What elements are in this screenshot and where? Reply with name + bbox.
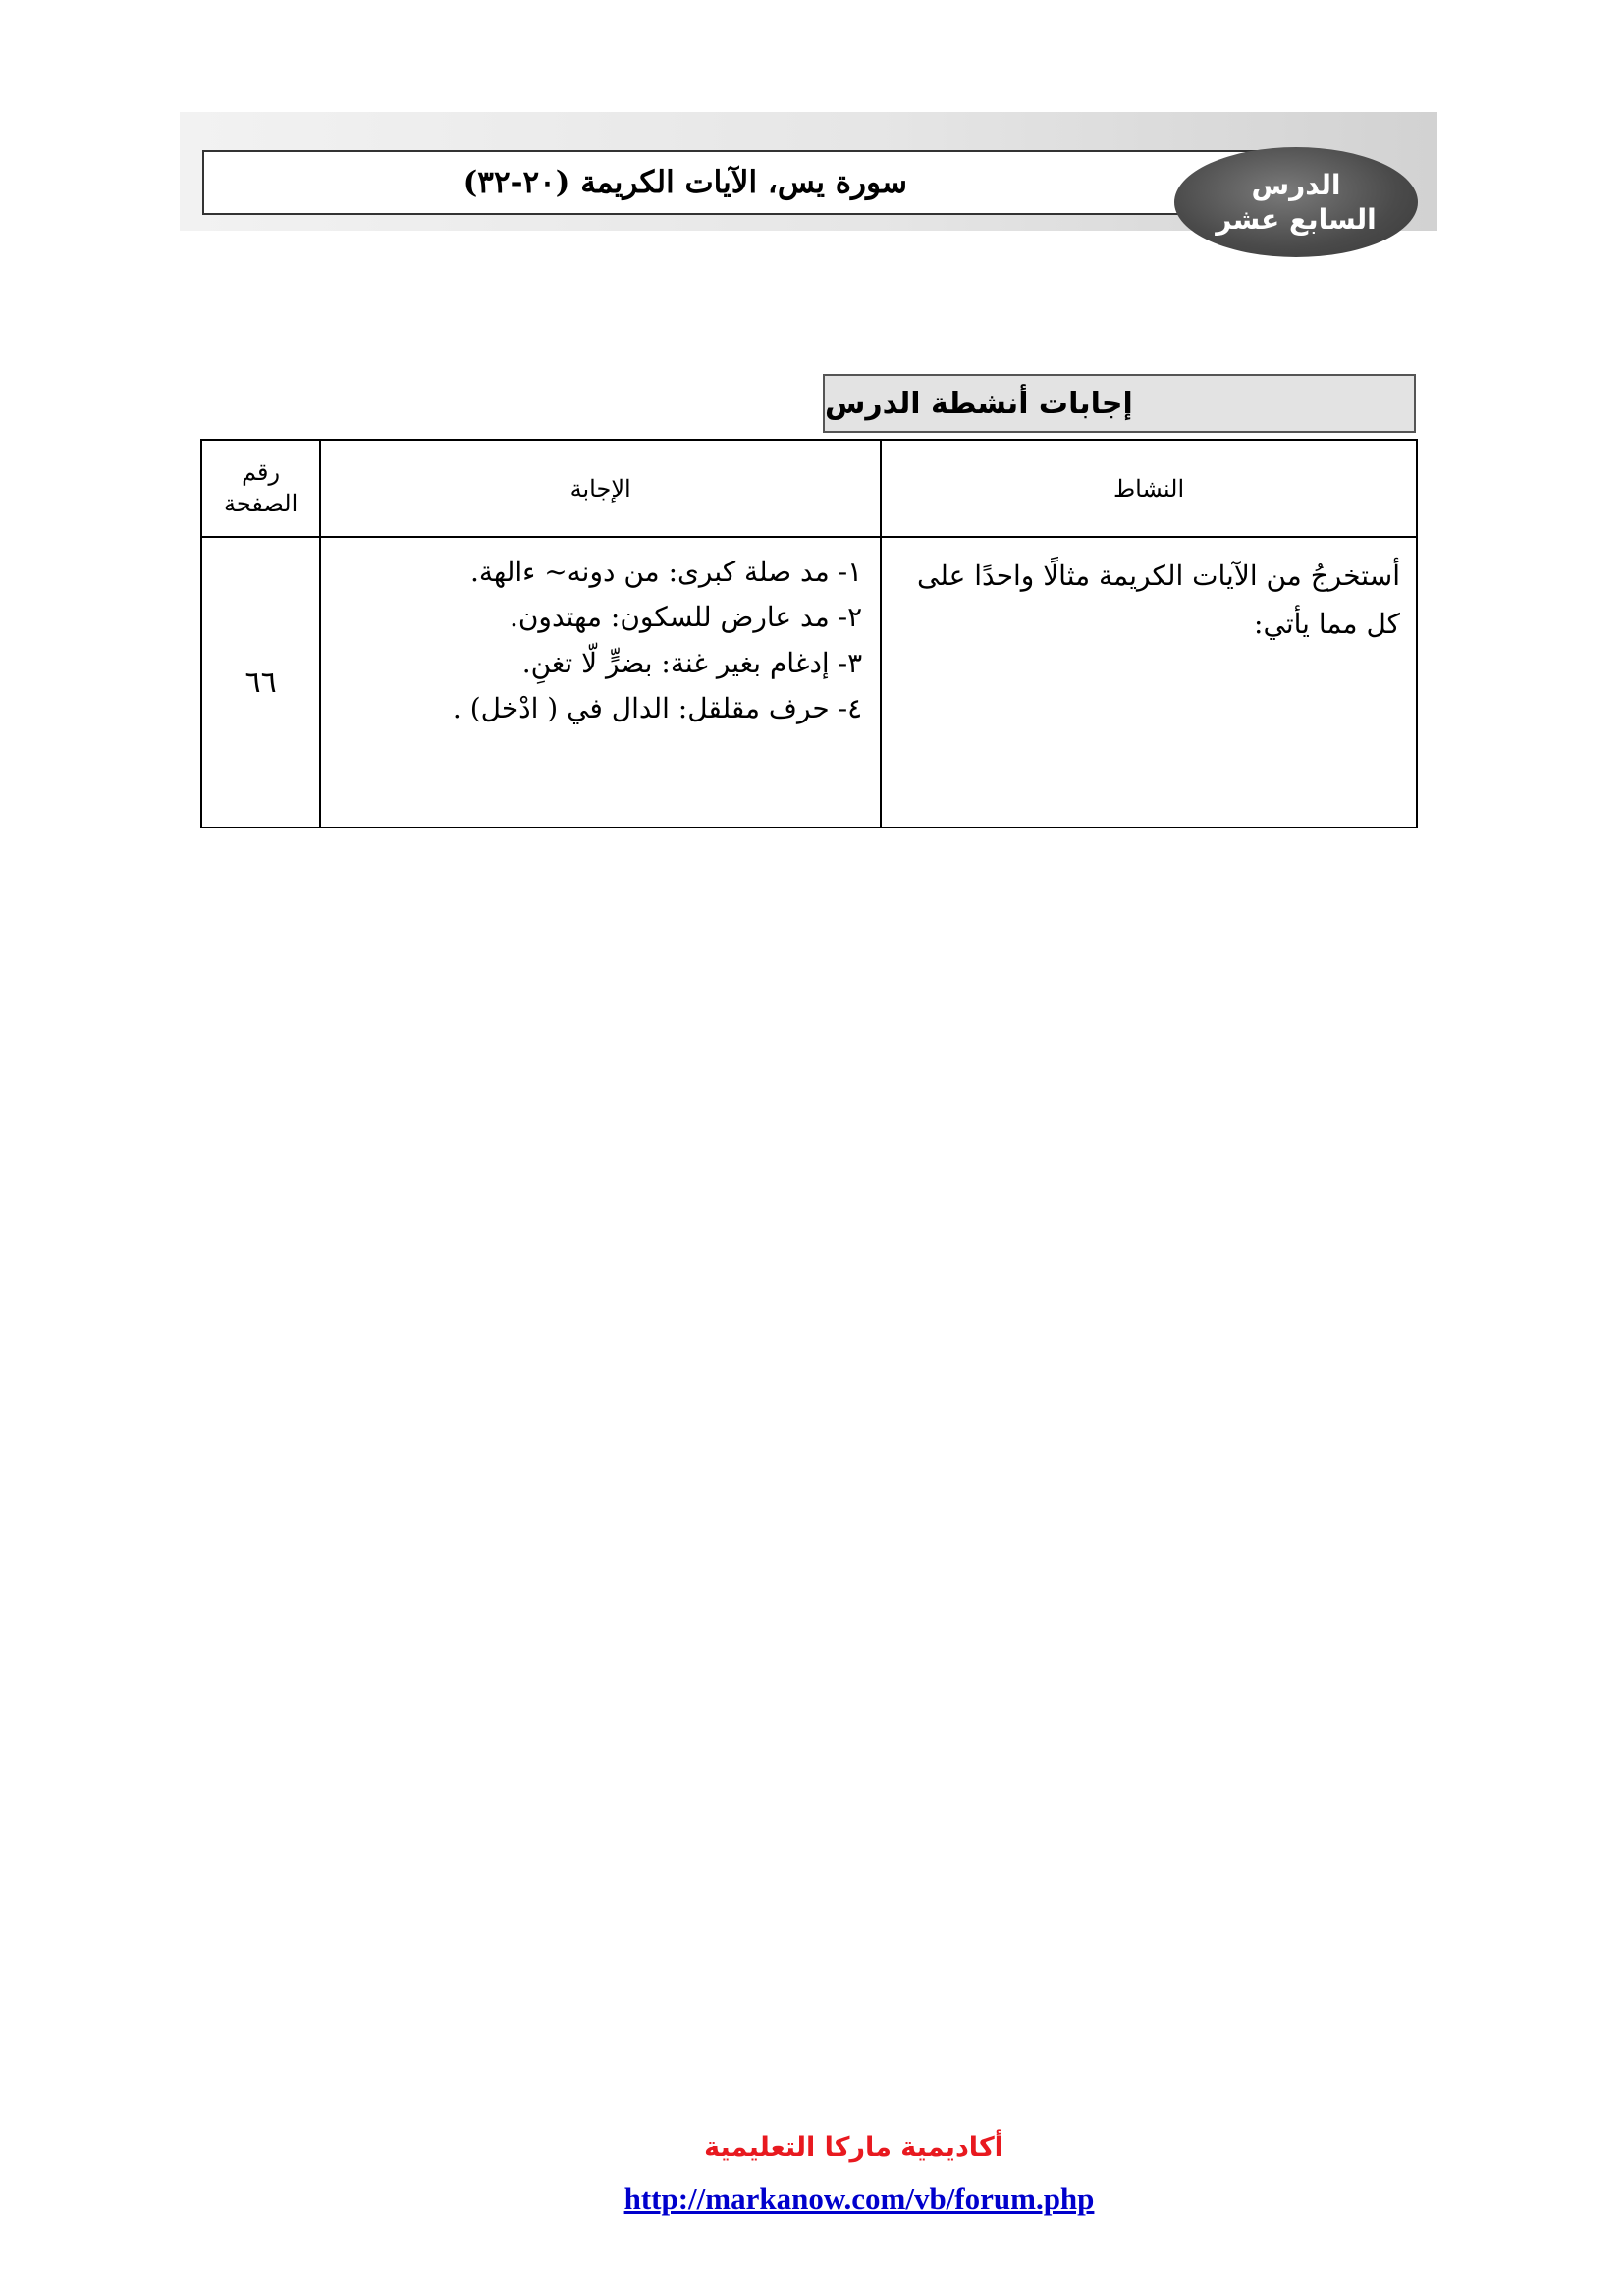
answer-line-1: ١- مد صلة كبرى: من دونه~ ءالهة. — [470, 556, 863, 588]
section-header — [823, 374, 1416, 433]
table-row — [201, 537, 1417, 828]
header-answer: الإجابة — [320, 440, 881, 537]
lesson-title: سورة يس، الآيات الكريمة (٢٠-٣٢) — [462, 165, 907, 200]
lesson-badge — [1174, 147, 1418, 257]
answer-line-2: ٢- مد عارض للسكون: مهتدون. — [509, 601, 863, 634]
header-page-line1: رقم — [242, 458, 281, 487]
activity-cell: أستخرجُ من الآيات الكريمة مثالًا واحدًا على كل مما يأتي: — [881, 537, 1417, 828]
footer-link[interactable]: http://markanow.com/vb/forum.php — [623, 2181, 1095, 2216]
activities-table — [200, 439, 1418, 828]
header-activity: النشاط — [881, 440, 1417, 537]
footer-organization: أكاديمية ماركا التعليمية — [704, 2132, 1003, 2163]
answer-cell — [320, 537, 881, 828]
header-page-number — [201, 440, 320, 537]
answer-line-3: ٣- إدغام بغير غنة: بضرٍّ لّا تغنِ. — [521, 646, 863, 679]
answer-line-4: ٤- حرف مقلقل: الدال في ( ادْخل) . — [452, 692, 863, 725]
section-title: إجابات أنشطة الدرس — [825, 386, 1133, 421]
table-header-row — [201, 440, 1417, 537]
lesson-badge-line1: الدرس — [1251, 169, 1341, 201]
lesson-title-box — [202, 150, 1282, 215]
header-page-line2: الصفحة — [223, 489, 298, 517]
page-number-cell: ٦٦ — [201, 537, 320, 828]
lesson-badge-line2: السابع عشر — [1216, 203, 1377, 236]
